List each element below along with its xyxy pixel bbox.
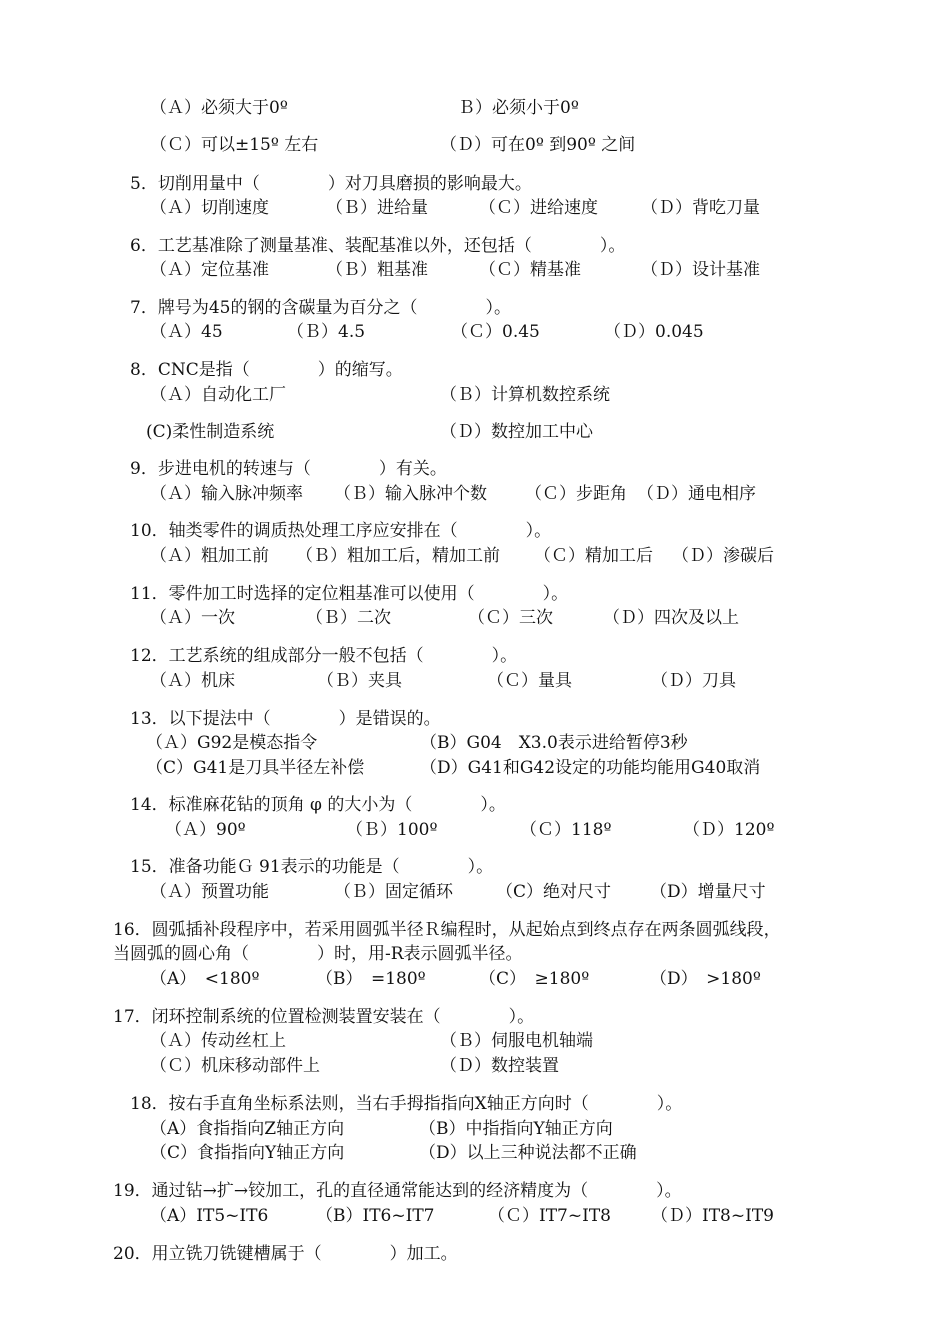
option-b: （Ｂ）二次: [306, 608, 391, 628]
option-b: （Ｂ）固定循环: [334, 882, 453, 902]
option-d: （Ｄ）背吃刀量: [641, 198, 760, 218]
option-c: （Ｃ）IT7~IT8: [488, 1206, 611, 1226]
question-15: 15．准备功能Ｇ 91表示的功能是（ ）。: [130, 857, 494, 877]
question-11: 11．零件加工时选择的定位粗基准可以使用（ ）。: [130, 584, 569, 604]
question-13: 13．以下提法中（ ）是错误的。: [130, 709, 441, 729]
option-a: （Ａ）切削速度: [150, 198, 269, 218]
option-a: （Ａ）传动丝杠上: [150, 1031, 286, 1051]
option-d: （D）增量尺寸: [650, 882, 766, 902]
option-b: （Ｂ）伺服电机轴端: [440, 1031, 593, 1051]
option-d: （Ｄ）0.045: [604, 322, 704, 342]
option-b: （Ｂ）进给量: [326, 198, 428, 218]
option-c: (C)柔性制造系统: [146, 422, 275, 442]
option-d: （Ｄ）刀具: [651, 671, 736, 691]
option-a: （Ａ）90º: [165, 820, 246, 840]
option-b: （Ｂ）计算机数控系统: [440, 385, 610, 405]
option-b: （Ｂ）100º: [346, 820, 438, 840]
option-b: （Ｂ）输入脉冲个数: [334, 484, 487, 504]
option-c: （Ｃ）步距角: [525, 484, 627, 504]
question-8: 8．CNC是指（ ）的缩写。: [130, 360, 403, 380]
option-d: （Ｄ）120º: [683, 820, 775, 840]
question-18: 18．按右手直角坐标系法则，当右手拇指指向X轴正方向时（ ）。: [130, 1094, 683, 1114]
option-c: （Ｃ）可以±15º 左右: [150, 135, 319, 155]
option-b: （Ｂ）粗基准: [326, 260, 428, 280]
option-b: （B）G04 X3.0表示进给暂停3秒: [420, 733, 688, 753]
option-b: （B） =180º: [316, 969, 426, 989]
option-a: （Ａ）自动化工厂: [150, 385, 286, 405]
option-a: （Ａ）输入脉冲频率: [150, 484, 303, 504]
option-a: （Ａ）G92是模态指令: [146, 733, 318, 753]
option-c: （C）绝对尺寸: [496, 882, 612, 902]
option-b: （B）中指指向Y轴正方向: [419, 1119, 613, 1139]
option-d: （Ｄ）设计基准: [641, 260, 760, 280]
option-c: （Ｃ）118º: [520, 820, 612, 840]
option-a: （Ａ）一次: [150, 608, 235, 628]
option-d: （D）G41和G42设定的功能均能用G40取消: [420, 758, 761, 778]
question-7: 7．牌号为45的钢的含碳量为百分之（ ）。: [130, 298, 511, 318]
option-c: （Ｃ）量具: [487, 671, 572, 691]
option-a: （Ａ）必须大于0º: [150, 98, 288, 118]
option-c: （Ｃ）进给速度: [479, 198, 598, 218]
option-a: （A） <180º: [150, 969, 260, 989]
option-a: （Ａ）粗加工前: [150, 546, 269, 566]
option-b: Ｂ）必须小于0º: [458, 98, 579, 118]
option-c: （Ｃ）机床移动部件上: [150, 1056, 320, 1076]
option-d: （Ｄ）IT8~IT9: [651, 1206, 774, 1226]
option-d: （Ｄ）通电相序: [637, 484, 756, 504]
option-d: （Ｄ）渗碳后: [672, 546, 774, 566]
option-c: （C）食指指向Y轴正方向: [150, 1143, 345, 1163]
option-c: （C） ≥180º: [479, 969, 590, 989]
question-5: 5．切削用量中（ ）对刀具磨损的影响最大。: [130, 174, 532, 194]
option-c: （Ｃ）三次: [468, 608, 553, 628]
question-14: 14．标准麻花钻的顶角 φ 的大小为（ ）。: [130, 795, 506, 815]
question-16-cont: 当圆弧的圆心角（ ）时，用-R表示圆弧半径。: [113, 944, 523, 964]
option-b: （Ｂ）4.5: [287, 322, 366, 342]
question-16: 16．圆弧插补段程序中，若采用圆弧半径Ｒ编程时，从起始点到终点存在两条圆弧线段，: [113, 920, 781, 940]
option-b: （B）IT6~IT7: [316, 1206, 435, 1226]
option-a: （Ａ）预置功能: [150, 882, 269, 902]
option-c: （Ｃ）0.45: [451, 322, 540, 342]
option-d: （D） >180º: [650, 969, 761, 989]
question-20: 20．用立铣刀铣键槽属于（ ）加工。: [113, 1244, 458, 1264]
question-9: 9．步进电机的转速与（ ）有关。: [130, 459, 447, 479]
question-12: 12．工艺系统的组成部分一般不包括（ ）。: [130, 646, 518, 666]
option-a: （Ａ）机床: [150, 671, 235, 691]
option-d: （Ｄ）可在0º 到90º 之间: [440, 135, 636, 155]
option-a: （A）食指指向Z轴正方向: [150, 1119, 345, 1139]
option-d: （Ｄ）四次及以上: [603, 608, 739, 628]
option-d: （D）以上三种说法都不正确: [419, 1143, 637, 1163]
option-c: （C）G41是刀具半径左补偿: [146, 758, 365, 778]
option-c: （Ｃ）精基准: [479, 260, 581, 280]
option-b: （Ｂ）夹具: [317, 671, 402, 691]
option-c: （Ｃ）精加工后: [534, 546, 653, 566]
option-a: （Ａ）45: [150, 322, 223, 342]
option-d: （Ｄ）数控加工中心: [440, 422, 593, 442]
question-6: 6．工艺基准除了测量基准、装配基准以外，还包括（ ）。: [130, 236, 626, 256]
option-a: （A）IT5~IT6: [150, 1206, 269, 1226]
option-d: （Ｄ）数控装置: [440, 1056, 559, 1076]
option-a: （Ａ）定位基准: [150, 260, 269, 280]
question-10: 10．轴类零件的调质热处理工序应安排在（ ）。: [130, 521, 552, 541]
option-b: （Ｂ）粗加工后，精加工前: [296, 546, 500, 566]
question-17: 17．闭环控制系统的位置检测装置安装在（ ）。: [113, 1007, 535, 1027]
question-19: 19．通过钻→扩→铰加工，孔的直径通常能达到的经济精度为（ ）。: [113, 1181, 682, 1201]
